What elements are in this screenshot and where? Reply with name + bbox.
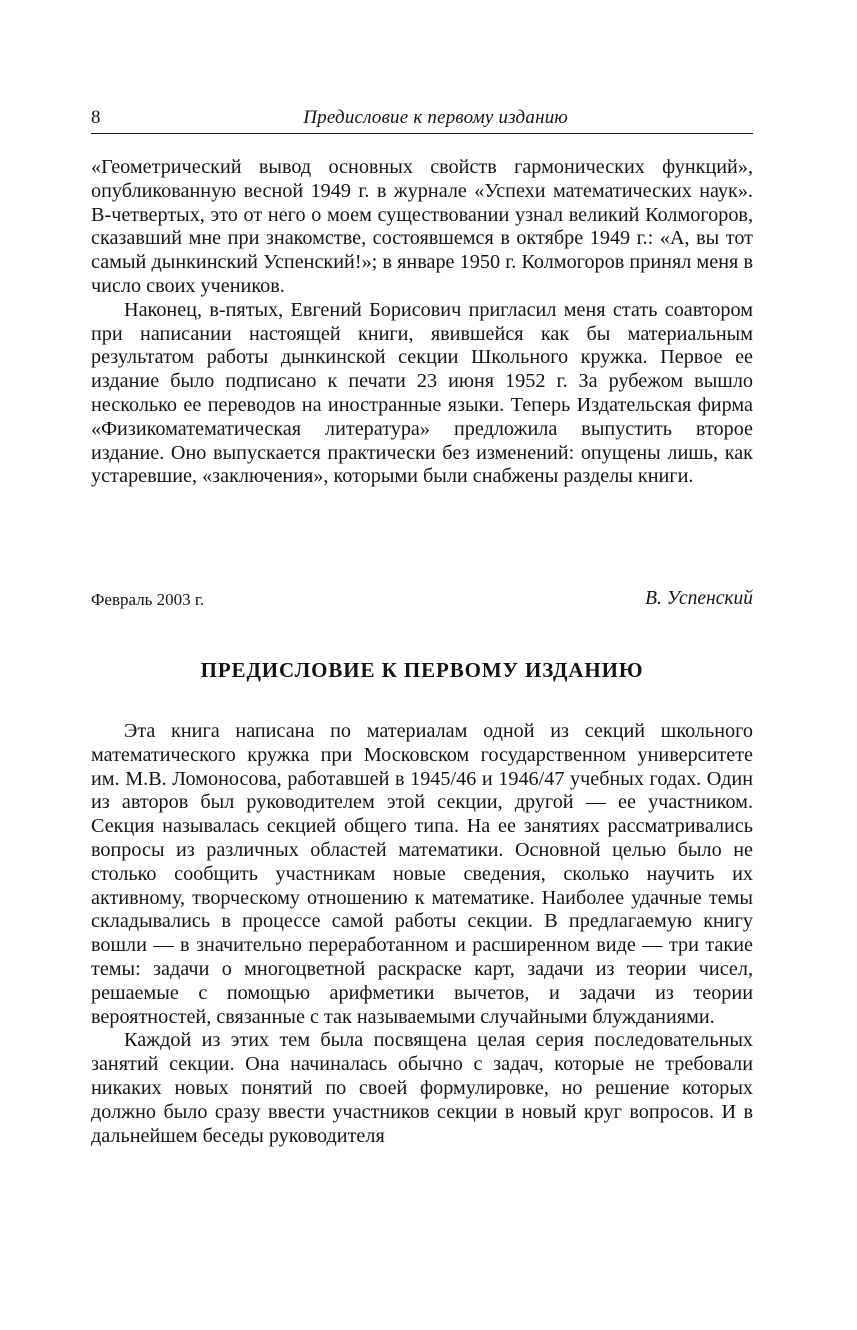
section-title: ПРЕДИСЛОВИЕ К ПЕРВОМУ ИЗДАНИЮ bbox=[200, 658, 644, 682]
page-number: 8 bbox=[91, 107, 101, 128]
signature-date: Февраль 2003 г. bbox=[91, 590, 205, 609]
continuation-paragraph-2: Наконец, в-пятых, Евгений Борисович пригласил меня стать соавтором при написании настоящей книги, явившейся как бы материальным результатом работы дынкинской секции Школьного кружка. Первое ее издание было подписано к печати 23 июня 1952 г. За рубежом вышло несколько ее переводов на иностранные языки. Теперь Издательская фирма «Физикоматематическая литература» предложила выпустить второе издание. Оно выпускается практически без изменений: опущены лишь, как устаревшие, «заключения», которыми были снабжены разделы книги. bbox=[91, 298, 753, 488]
running-title: Предисловие к первому изданию bbox=[303, 107, 568, 128]
running-header bbox=[91, 106, 753, 134]
signature-author: В. Успенский bbox=[645, 588, 753, 609]
signature-row bbox=[91, 588, 753, 614]
continuation-paragraph-1: «Геометрический вывод основных свойств гармонических функций», опубликованную весной 1949 г. в журнале «Успехи математических наук». В-четвертых, это от него о моем существовании узнал великий Колмогоров, сказавший мне при знакомстве, состоявшемся в октябре 1949 г.: «А, вы тот самый дынкинский Успенский!»; в январе 1950 г. Колмогоров принял меня в число своих учеников. bbox=[91, 156, 753, 297]
first-edition-preface bbox=[91, 720, 753, 1148]
section-paragraph-1: Эта книга написана по материалам одной из секций школьного математического кружка при Московском государственном университете им. М.В. Ломоносова, работавшей в 1945/46 и 1946/47 учебных годах. Один из авторов был руководителем этой секции, другой — ее участником. Секция называлась секцией общего типа. На ее занятиях рассматривались вопросы из различных областей математики. Основной целью было не столько сообщить участникам новые сведения, сколько научить их активному, творческому отношению к математике. Наиболее удачные темы складывались в процессе самой работы секции. В предлагаемую книгу вошли — в значительно переработанном и расширенном виде — три такие темы: задачи о многоцветной раскраске карт, задачи из теории чисел, решаемые с помощью арифметики вычетов, и задачи из теории вероятностей, связанные с так называемыми случайными блужданиями. bbox=[91, 720, 753, 1028]
section-paragraph-2: Каждой из этих тем была посвящена целая серия последовательных занятий секции. Она начиналась обычно с задач, которые не требовали никаких новых понятий по своей формулировке, но решение которых должно было сразу ввести участников секции в новый круг вопросов. И в дальнейшем беседы руководителя bbox=[91, 1029, 753, 1147]
preface-continuation bbox=[91, 156, 753, 489]
